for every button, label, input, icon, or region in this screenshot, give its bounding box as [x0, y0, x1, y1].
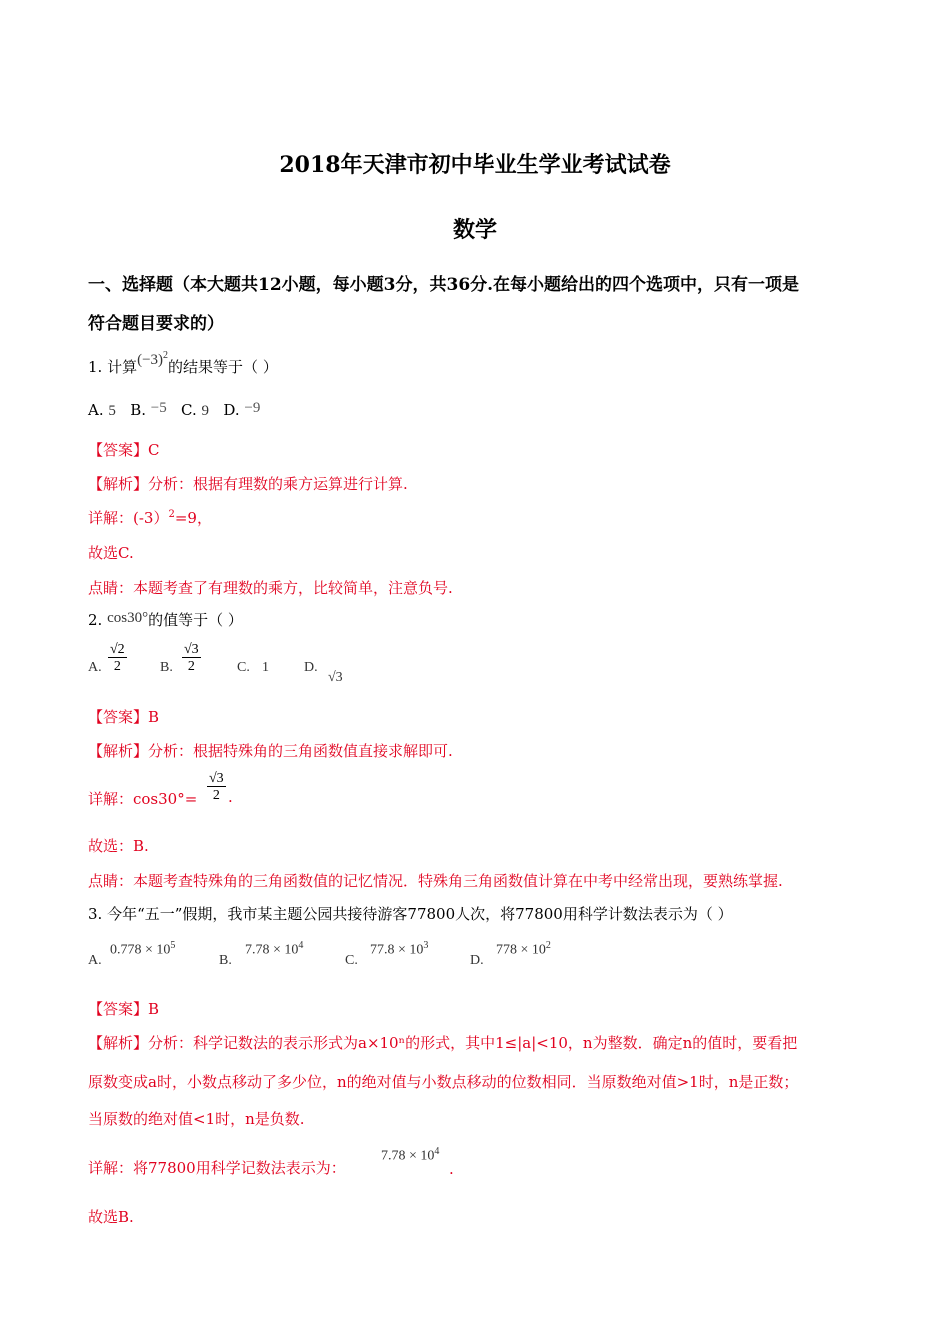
- q1-option-d-label: D.: [223, 401, 245, 419]
- q1-expr-base: (−3): [137, 352, 164, 368]
- q3-option-c-value: [370, 940, 428, 959]
- q2-detail: [88, 788, 197, 809]
- question-1: [88, 350, 278, 377]
- question-3: 3. 今年“五一”假期，我市某主题公园共接待游客77800人次，将77800用科学计数法表示为（ ）: [88, 905, 733, 923]
- q1-option-c-label: C.: [181, 401, 202, 419]
- q3-detail-base: 7.78 × 10: [381, 1148, 435, 1164]
- q3-option-a-value: [110, 940, 175, 959]
- q3-option-b-value: [245, 940, 303, 959]
- q2-answer: [88, 706, 159, 727]
- q1-option-c-value: 9: [201, 403, 210, 419]
- section-heading-line2: 符合题目要求的）: [88, 314, 224, 334]
- q1-detail-exp: 2: [168, 509, 175, 520]
- q1-answer-tag: 【答案】: [88, 441, 149, 459]
- q1-option-a-label: A.: [88, 401, 109, 419]
- q2-detail-text: 详解：cos30°=: [88, 790, 198, 808]
- q3-option-d-base: 778 × 10: [496, 942, 546, 958]
- q1-analysis: [88, 473, 408, 494]
- q3-analysis-line3: 当原数的绝对值<1时，n是负数.: [88, 1110, 305, 1128]
- q2-option-a-numerator: √2: [110, 642, 125, 657]
- q3-detail-exp: 4: [434, 1146, 440, 1157]
- q2-option-b-fraction: [182, 643, 201, 674]
- q1-answer: [88, 439, 160, 460]
- q3-option-c-base: 77.8 × 10: [370, 942, 424, 958]
- q1-option-d-value: −9: [244, 400, 261, 416]
- q3-option-c-exp: 3: [423, 940, 429, 951]
- q1-analysis-text: 分析：根据有理数的乘方运算进行计算.: [148, 475, 408, 493]
- q3-option-a-exp: 5: [170, 940, 176, 951]
- q2-detail-numerator: √3: [209, 771, 224, 786]
- q1-detail: [88, 507, 212, 528]
- q2-suffix: 的值等于（ ）: [148, 611, 243, 629]
- q1-expr-exp: 2: [163, 350, 169, 361]
- q3-analysis-line2: 原数变成a时，小数点移动了多少位，n的绝对值与小数点移动的位数相同．当原数绝对值>1时，n是正数；: [88, 1073, 799, 1091]
- q2-expression: cos30°: [107, 610, 149, 626]
- q2-option-d-value: √3: [328, 670, 343, 685]
- q2-option-b-label: B.: [160, 660, 173, 675]
- q1-analysis-tag: 【解析】: [88, 475, 149, 493]
- q3-option-a-base: 0.778 × 10: [110, 942, 171, 958]
- q2-prefix: 2.: [88, 611, 108, 629]
- q2-answer-value: B: [148, 708, 160, 726]
- q2-option-a-fraction: [108, 643, 127, 674]
- page-subtitle: 数学: [452, 217, 497, 243]
- q1-option-b-label: B.: [130, 401, 151, 419]
- q2-comment: 点睛：本题考查特殊角的三角函数值的记忆情况．特殊角三角函数值计算在中考中经常出现，要熟练掌握.: [88, 872, 783, 890]
- q2-option-a-denominator: 2: [113, 659, 121, 674]
- q3-answer: [88, 998, 159, 1019]
- q3-analysis-line1: 【解析】分析：科学记数法的表示形式为a×10ⁿ的形式，其中1≤|a|<10，n为整数．确定n的值时，要看把: [88, 1034, 798, 1052]
- q3-option-c-label: C.: [345, 953, 358, 968]
- q2-analysis-text: 分析：根据特殊角的三角函数值直接求解即可.: [148, 742, 453, 760]
- q1-choose: 故选C.: [88, 544, 134, 562]
- q1-expression: [137, 352, 168, 368]
- q3-option-b-base: 7.78 × 10: [245, 942, 299, 958]
- q3-answer-tag: 【答案】: [88, 1000, 149, 1018]
- q1-answer-value: C: [148, 441, 160, 459]
- q2-option-c-value: 1: [262, 660, 269, 675]
- q2-option-c-label: C.: [237, 660, 250, 675]
- q3-option-a-label: A.: [88, 953, 102, 968]
- q2-answer-tag: 【答案】: [88, 708, 149, 726]
- q2-option-b-numerator: √3: [184, 642, 199, 657]
- q3-option-d-label: D.: [470, 953, 484, 968]
- q1-suffix: 的结果等于（ ）: [168, 358, 278, 376]
- q1-comment: 点睛：本题考查了有理数的乘方，比较简单，注意负号.: [88, 579, 453, 597]
- q1-prefix: 1. 计算: [88, 358, 138, 376]
- q1-detail-end: =9，: [174, 509, 212, 527]
- q3-answer-value: B: [148, 1000, 160, 1018]
- q3-detail-value: [381, 1146, 439, 1165]
- q2-analysis-tag: 【解析】: [88, 742, 149, 760]
- q1-options: [88, 401, 260, 420]
- q2-choose: 故选：B.: [88, 837, 149, 855]
- q3-detail-end: .: [449, 1160, 454, 1178]
- q1-option-b-value: −5: [150, 400, 167, 416]
- q2-detail-fraction: [207, 772, 226, 803]
- q2-option-a-label: A.: [88, 660, 102, 675]
- q1-detail-text: 详解：(-3）: [88, 509, 169, 527]
- q2-option-b-denominator: 2: [187, 659, 195, 674]
- section-heading-line1: 一、选择题（本大题共12小题，每小题3分，共36分.在每小题给出的四个选项中，只有一项是: [88, 275, 800, 295]
- q3-option-b-exp: 4: [298, 940, 304, 951]
- q3-choose: 故选B.: [88, 1208, 134, 1226]
- q3-option-b-label: B.: [219, 953, 232, 968]
- q2-analysis: [88, 740, 453, 761]
- q3-option-d-value: [496, 940, 551, 959]
- q2-detail-end: .: [228, 788, 233, 806]
- q3-option-d-exp: 2: [545, 940, 551, 951]
- q2-option-d-label: D.: [304, 660, 318, 675]
- q3-detail: 详解：将77800用科学记数法表示为：: [88, 1159, 346, 1177]
- q2-detail-denominator: 2: [212, 788, 220, 803]
- page-title: 2018年天津市初中毕业生学业考试试卷: [279, 152, 671, 178]
- q1-option-a-value: 5: [108, 403, 116, 419]
- question-2: [88, 609, 243, 630]
